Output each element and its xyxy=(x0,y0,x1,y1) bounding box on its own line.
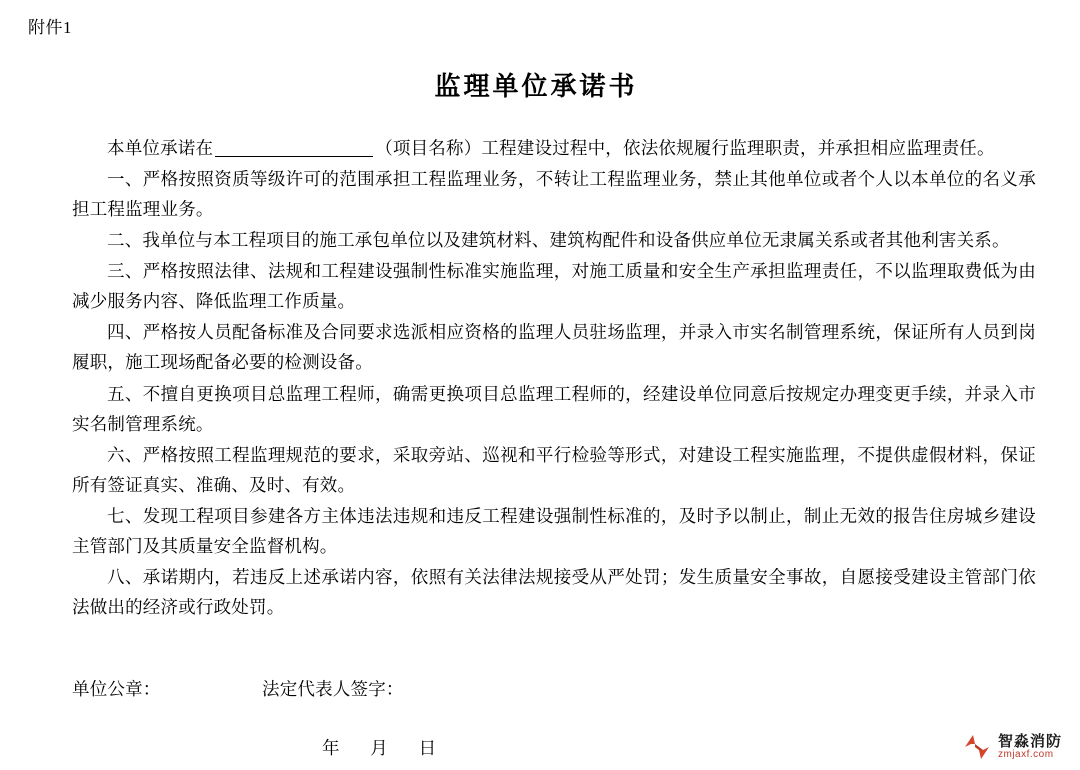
date-day-label: 日 xyxy=(418,738,437,759)
brand-logo-icon xyxy=(962,732,992,762)
intro-text-before: 本单位承诺在 xyxy=(107,137,214,158)
paragraph-item-5: 五、不擅自更换项目总监理工程师，确需更换项目总监理工程师的，经建设单位同意后按规定办理变更手续，并录入市实名制管理系统。 xyxy=(72,383,1036,434)
signature-block xyxy=(28,676,1044,760)
page-title: 监理单位承诺书 xyxy=(434,71,638,101)
watermark-url: zmjaxf.com xyxy=(997,748,1054,760)
paragraph-item-3: 三、严格按照法律、法规和工程建设强制性标准实施监理，对施工质量和安全生产承担监理责任，不以监理取费低为由减少服务内容、降低监理工作质量。 xyxy=(72,261,1036,312)
project-name-blank-field[interactable] xyxy=(215,156,373,157)
company-seal-label: 单位公章： xyxy=(72,679,161,700)
attachment-label: 附件1 xyxy=(28,18,72,37)
paragraph-item-4: 四、严格按人员配备标准及合同要求选派相应资格的监理人员驻场监理，并录入市实名制管理系统，保证所有人员到岗履职，施工现场配备必要的检测设备。 xyxy=(72,322,1036,373)
paragraph-item-2: 二、我单位与本工程项目的施工承包单位以及建筑材料、建筑构配件和设备供应单位无隶属关系或者其他利害关系。 xyxy=(107,230,1010,251)
legal-representative-label: 法定代表人签字： xyxy=(262,679,404,700)
paragraph-intro xyxy=(72,133,1036,163)
watermark-text xyxy=(998,734,1062,760)
watermark xyxy=(962,732,1062,762)
signature-row xyxy=(72,676,1044,701)
paragraph-item-7: 七、发现工程项目参建各方主体违法违规和违反工程建设强制性标准的，及时予以制止，制止无效的报告住房城乡建设主管部门及其质量安全监督机构。 xyxy=(72,505,1036,557)
intro-text-after: （项目名称）工程建设过程中，依法依规履行监理职责，并承担相应监理责任。 xyxy=(375,137,995,158)
document-body xyxy=(28,133,1044,623)
paragraph-item-1: 一、严格按照资质等级许可的范围承担工程监理业务，不转让工程监理业务，禁止其他单位或者个人以本单位的名义承担工程监理业务。 xyxy=(72,168,1036,219)
watermark-name: 智淼消防 xyxy=(997,732,1062,750)
date-month-label: 月 xyxy=(370,738,388,759)
paragraph-item-8: 八、承诺期内，若违反上述承诺内容，依照有关法律法规接受从严处罚；发生质量安全事故，自愿接受建设主管部门依法做出的经济或行政处罚。 xyxy=(72,567,1036,618)
paragraph-item-6: 六、严格按照工程监理规范的要求，采取旁站、巡视和平行检验等形式，对建设工程实施监理，不提供虚假材料，保证所有签证真实、准确、及时、有效。 xyxy=(72,444,1036,495)
date-row xyxy=(72,735,1044,760)
date-year-label: 年 xyxy=(322,738,340,759)
